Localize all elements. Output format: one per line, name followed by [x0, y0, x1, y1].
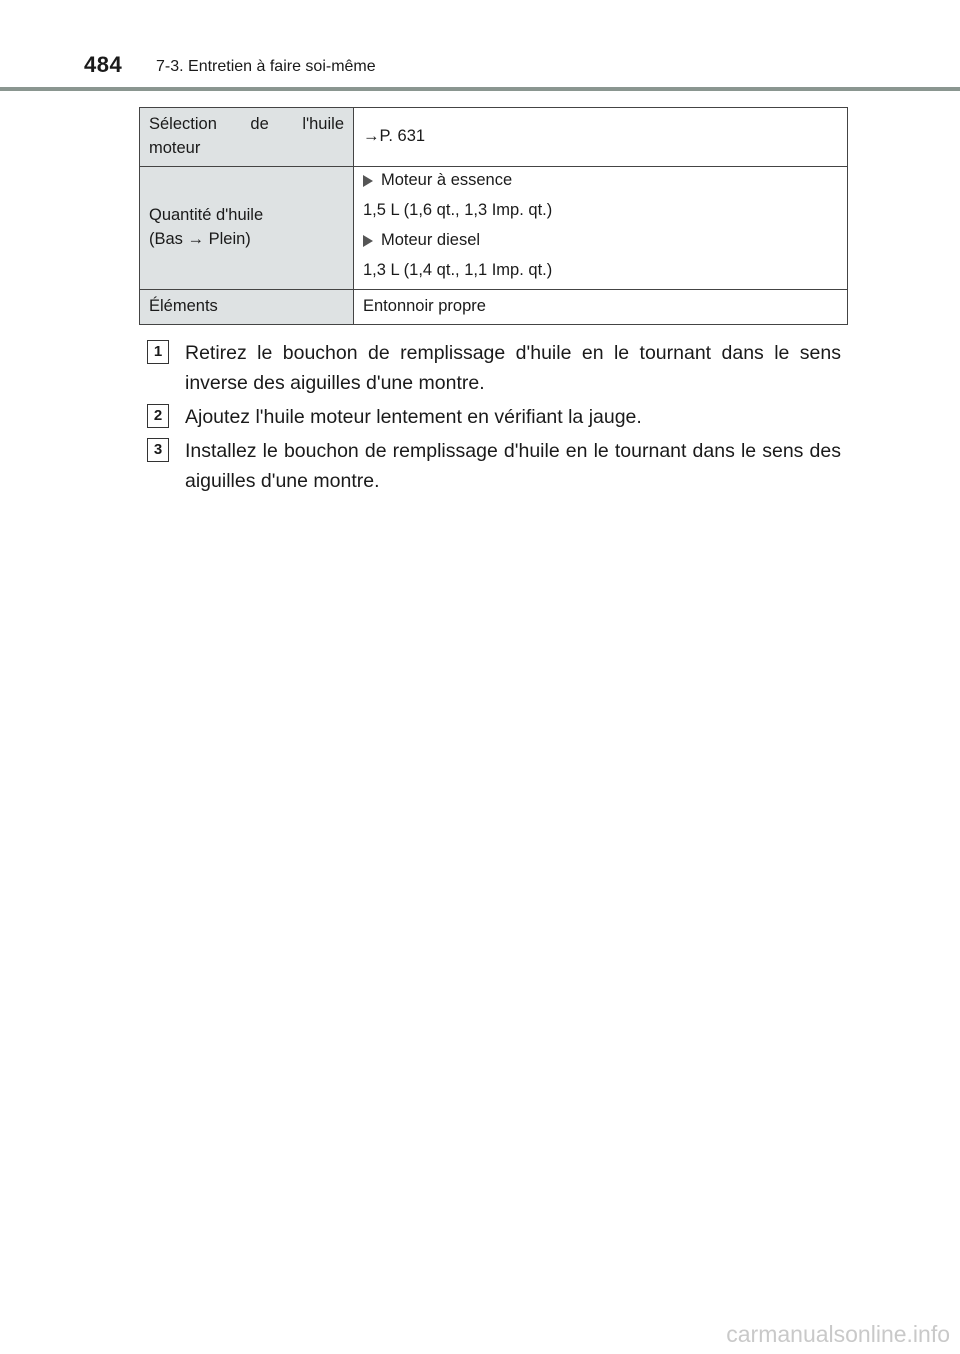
section-title: 7-3. Entretien à faire soi-même [156, 58, 376, 75]
label-line [149, 113, 344, 137]
petrol-value: 1,5 L (1,6 qt., 1,3 Imp. qt.) [363, 201, 553, 220]
label-line: moteur [149, 139, 201, 157]
page-number: 484 [84, 52, 123, 77]
petrol-heading-text: Moteur à essence [381, 171, 513, 190]
page-reference: →P. 631 [363, 127, 426, 146]
step-number-badge: 3 [147, 438, 169, 462]
table-label-cell: Éléments [140, 290, 354, 325]
watermark: carmanualsonline.info [726, 1321, 950, 1347]
triangle-right-icon [363, 175, 373, 187]
oil-spec-table [139, 107, 848, 325]
label-word: de [250, 115, 269, 134]
petrol-heading [363, 169, 838, 193]
step-number-badge: 1 [147, 340, 169, 364]
step-item [147, 402, 841, 432]
step-item [147, 436, 841, 496]
diesel-heading [363, 229, 838, 253]
label-line: (Bas → Plein) [149, 230, 251, 248]
page-header [0, 0, 960, 92]
diesel-heading-text: Moteur diesel [381, 231, 481, 249]
table-row [140, 108, 848, 167]
step-text: Installez le bouchon de remplissage d'huile en le tournant dans le sens des aiguilles d'une montre. [185, 440, 841, 492]
table-row [140, 290, 848, 325]
step-text: Retirez le bouchon de remplissage d'huile en le tournant dans le sens inverse des aiguilles d'une montre. [185, 342, 841, 394]
table-value-cell [354, 108, 848, 167]
procedure-steps [147, 338, 841, 500]
table-label-cell [140, 108, 354, 167]
label-line: Quantité d'huile [149, 206, 264, 225]
step-text: Ajoutez l'huile moteur lentement en vérifiant la jauge. [185, 406, 642, 428]
label-word: l'huile [302, 115, 344, 134]
table-value-cell [354, 167, 848, 290]
header-divider [0, 87, 960, 91]
label-word: Sélection [149, 115, 217, 134]
diesel-value: 1,3 L (1,4 qt., 1,1 Imp. qt.) [363, 260, 553, 279]
step-number-badge: 2 [147, 404, 169, 428]
table-value-cell: Entonnoir propre [354, 290, 848, 325]
step-item [147, 338, 841, 398]
table-label-cell [140, 167, 354, 290]
triangle-right-icon [363, 235, 373, 247]
table-row [140, 167, 848, 290]
